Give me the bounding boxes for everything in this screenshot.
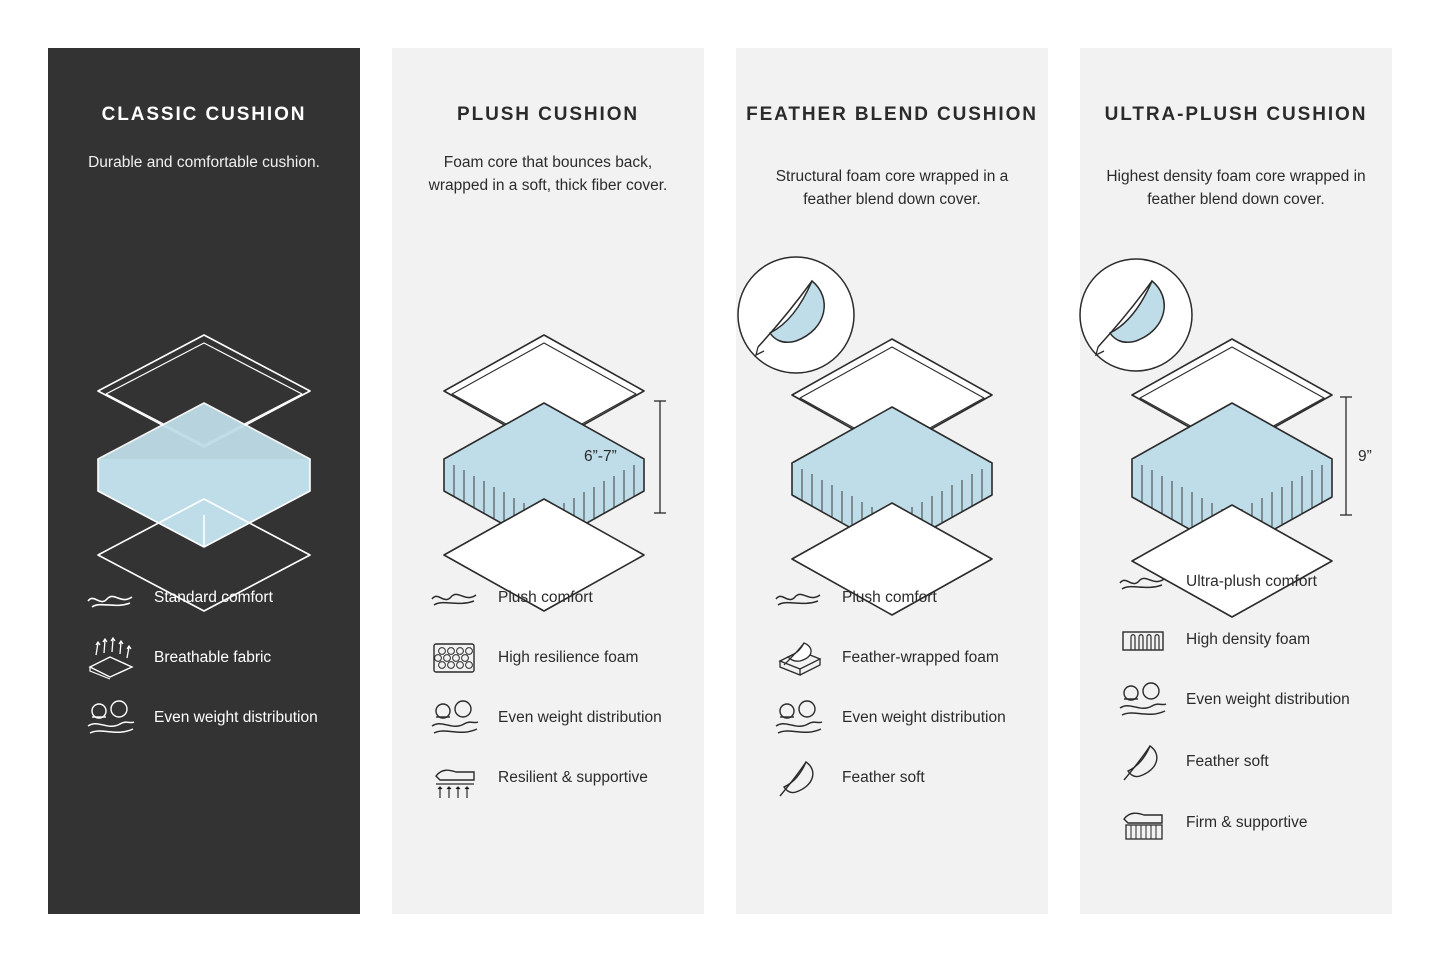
- wave-icon: [774, 578, 826, 618]
- list-item: [774, 748, 1030, 808]
- feather-icon: [774, 758, 826, 798]
- card-plush-cushion[interactable]: [392, 48, 704, 914]
- list-item-label: Feather soft: [842, 769, 925, 786]
- even-weight-icon: [86, 698, 138, 738]
- breathable-fabric-icon: [86, 638, 138, 678]
- cushion-layers-diagram: [48, 263, 360, 553]
- list-item: [774, 688, 1030, 748]
- page-title: FEATHER BLEND CUSHION: [746, 104, 1038, 125]
- feather-badge: [1080, 259, 1192, 371]
- card-description: Structural foam core wrapped in a feather blend down cover.: [775, 168, 1009, 208]
- list-item: [430, 748, 686, 808]
- page-title: PLUSH CUSHION: [457, 104, 639, 125]
- list-item: [1118, 611, 1374, 669]
- even-weight-icon: [774, 698, 826, 738]
- list-item: [430, 628, 686, 688]
- firm-support-icon: [1118, 803, 1170, 843]
- card-classic-cushion[interactable]: [48, 48, 360, 914]
- list-item: [430, 688, 686, 748]
- feather-icon: [1118, 742, 1170, 782]
- list-item: [86, 628, 342, 688]
- card-feather-blend-cushion[interactable]: [736, 48, 1048, 914]
- feather-badge: [738, 257, 854, 373]
- list-item-label: Even weight distribution: [1186, 691, 1350, 708]
- features-list: [774, 568, 1030, 808]
- list-item: [1118, 553, 1374, 611]
- honeycomb-foam-icon: [430, 638, 482, 678]
- page-title: ULTRA-PLUSH CUSHION: [1104, 104, 1368, 125]
- wave-icon: [430, 578, 482, 618]
- list-item-label: High resilience foam: [498, 649, 639, 666]
- features-list: [430, 568, 686, 808]
- list-item: [86, 568, 342, 628]
- list-item-label: Standard comfort: [154, 589, 273, 606]
- list-item: [430, 568, 686, 628]
- list-item: [1118, 669, 1374, 731]
- card-ultra-plush-cushion[interactable]: [1080, 48, 1392, 914]
- list-item-label: Ultra-plush comfort: [1186, 573, 1317, 590]
- list-item-label: Resilient & supportive: [498, 769, 648, 786]
- cushion-layers-diagram: [1080, 263, 1392, 553]
- dimension-label: 6”-7”: [584, 448, 617, 465]
- list-item-label: Even weight distribution: [154, 709, 318, 726]
- high-density-foam-icon: [1118, 620, 1170, 660]
- list-item: [1118, 731, 1374, 793]
- dimension-label: 9”: [1358, 448, 1372, 465]
- resilient-support-icon: [430, 758, 482, 798]
- list-item: [86, 688, 342, 748]
- features-list: [1118, 553, 1374, 853]
- list-item-label: Even weight distribution: [842, 709, 1006, 726]
- cushion-layers-diagram: [392, 263, 704, 553]
- list-item: [1118, 793, 1374, 853]
- even-weight-icon: [430, 698, 482, 738]
- list-item: [774, 568, 1030, 628]
- list-item-label: Firm & supportive: [1186, 814, 1308, 831]
- even-weight-icon: [1118, 680, 1170, 720]
- features-list: [86, 568, 342, 748]
- card-description: Foam core that bounces back, wrapped in a soft, thick fiber cover.: [428, 154, 668, 194]
- list-item: [774, 628, 1030, 688]
- list-item-label: Plush comfort: [498, 589, 593, 606]
- list-item-label: Even weight distribution: [498, 709, 662, 726]
- list-item-label: High density foam: [1186, 631, 1311, 648]
- cushion-cards: [48, 48, 1392, 914]
- list-item-label: Feather soft: [1186, 753, 1269, 770]
- cushion-layers-diagram: [736, 263, 1048, 553]
- list-item-label: Feather-wrapped foam: [842, 649, 999, 666]
- wave-icon: [86, 578, 138, 618]
- page-title: CLASSIC CUSHION: [101, 104, 307, 125]
- list-item-label: Breathable fabric: [154, 649, 272, 666]
- wave-icon: [1118, 562, 1170, 602]
- feather-wrapped-foam-icon: [774, 638, 826, 678]
- card-description: Durable and comfortable cushion.: [88, 154, 320, 171]
- card-description: Highest density foam core wrapped in feather blend down cover.: [1106, 168, 1366, 208]
- list-item-label: Plush comfort: [842, 589, 937, 606]
